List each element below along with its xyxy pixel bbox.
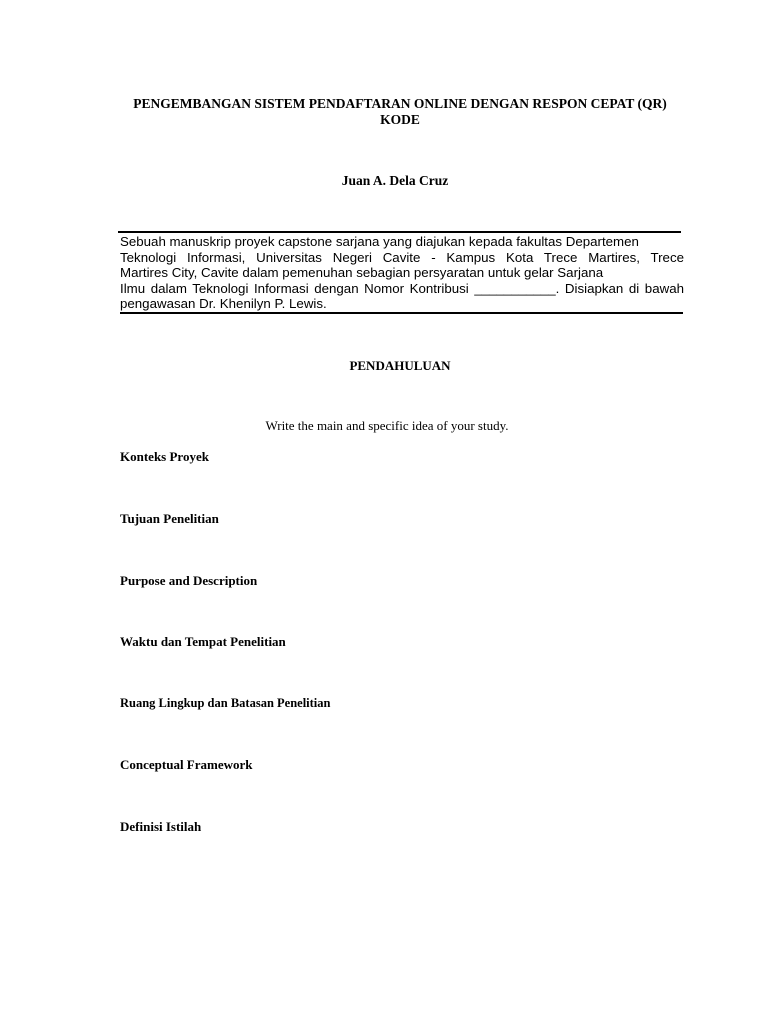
document-title	[120, 96, 680, 128]
author-name: Juan A. Dela Cruz	[341, 173, 449, 188]
abstract-line-1: Sebuah manuskrip proyek capstone sarjana yang diajukan kepada fakultas Departemen	[120, 234, 639, 249]
subheading-purpose-description: Purpose and Description	[120, 573, 258, 588]
subheading-ruang-lingkup: Ruang Lingkup dan Batasan Penelitian	[120, 696, 331, 710]
instruction-text: Write the main and specific idea of your study.	[265, 418, 509, 433]
document-title-line-1: PENGEMBANGAN SISTEM PENDAFTARAN ONLINE DENGAN RESPON CEPAT (QR)	[133, 96, 667, 111]
section-title: PENDAHULUAN	[349, 358, 451, 373]
abstract-bottom-rule	[120, 312, 683, 314]
abstract-line-5: pengawasan Dr. Khenilyn P. Lewis.	[120, 296, 327, 311]
abstract-block	[120, 234, 684, 312]
subheading-conceptual-framework: Conceptual Framework	[120, 757, 253, 772]
subheading-waktu-tempat: Waktu dan Tempat Penelitian	[120, 634, 286, 649]
abstract-top-rule	[118, 231, 681, 233]
subheading-definisi-istilah: Definisi Istilah	[120, 819, 202, 834]
abstract-line-4: Ilmu dalam Teknologi Informasi dengan Nomor Kontribusi ___________. Disiapkan di bawah	[120, 280, 684, 296]
document-title-line-2: KODE	[380, 112, 420, 127]
subheading-konteks-proyek: Konteks Proyek	[120, 449, 209, 464]
abstract-line-3: Martires City, Cavite dalam pemenuhan sebagian persyaratan untuk gelar Sarjana	[120, 265, 604, 280]
abstract-line-2: Teknologi Informasi, Universitas Negeri Cavite - Kampus Kota Trece Martires, Trece	[120, 249, 684, 265]
subheading-tujuan-penelitian: Tujuan Penelitian	[120, 511, 219, 526]
